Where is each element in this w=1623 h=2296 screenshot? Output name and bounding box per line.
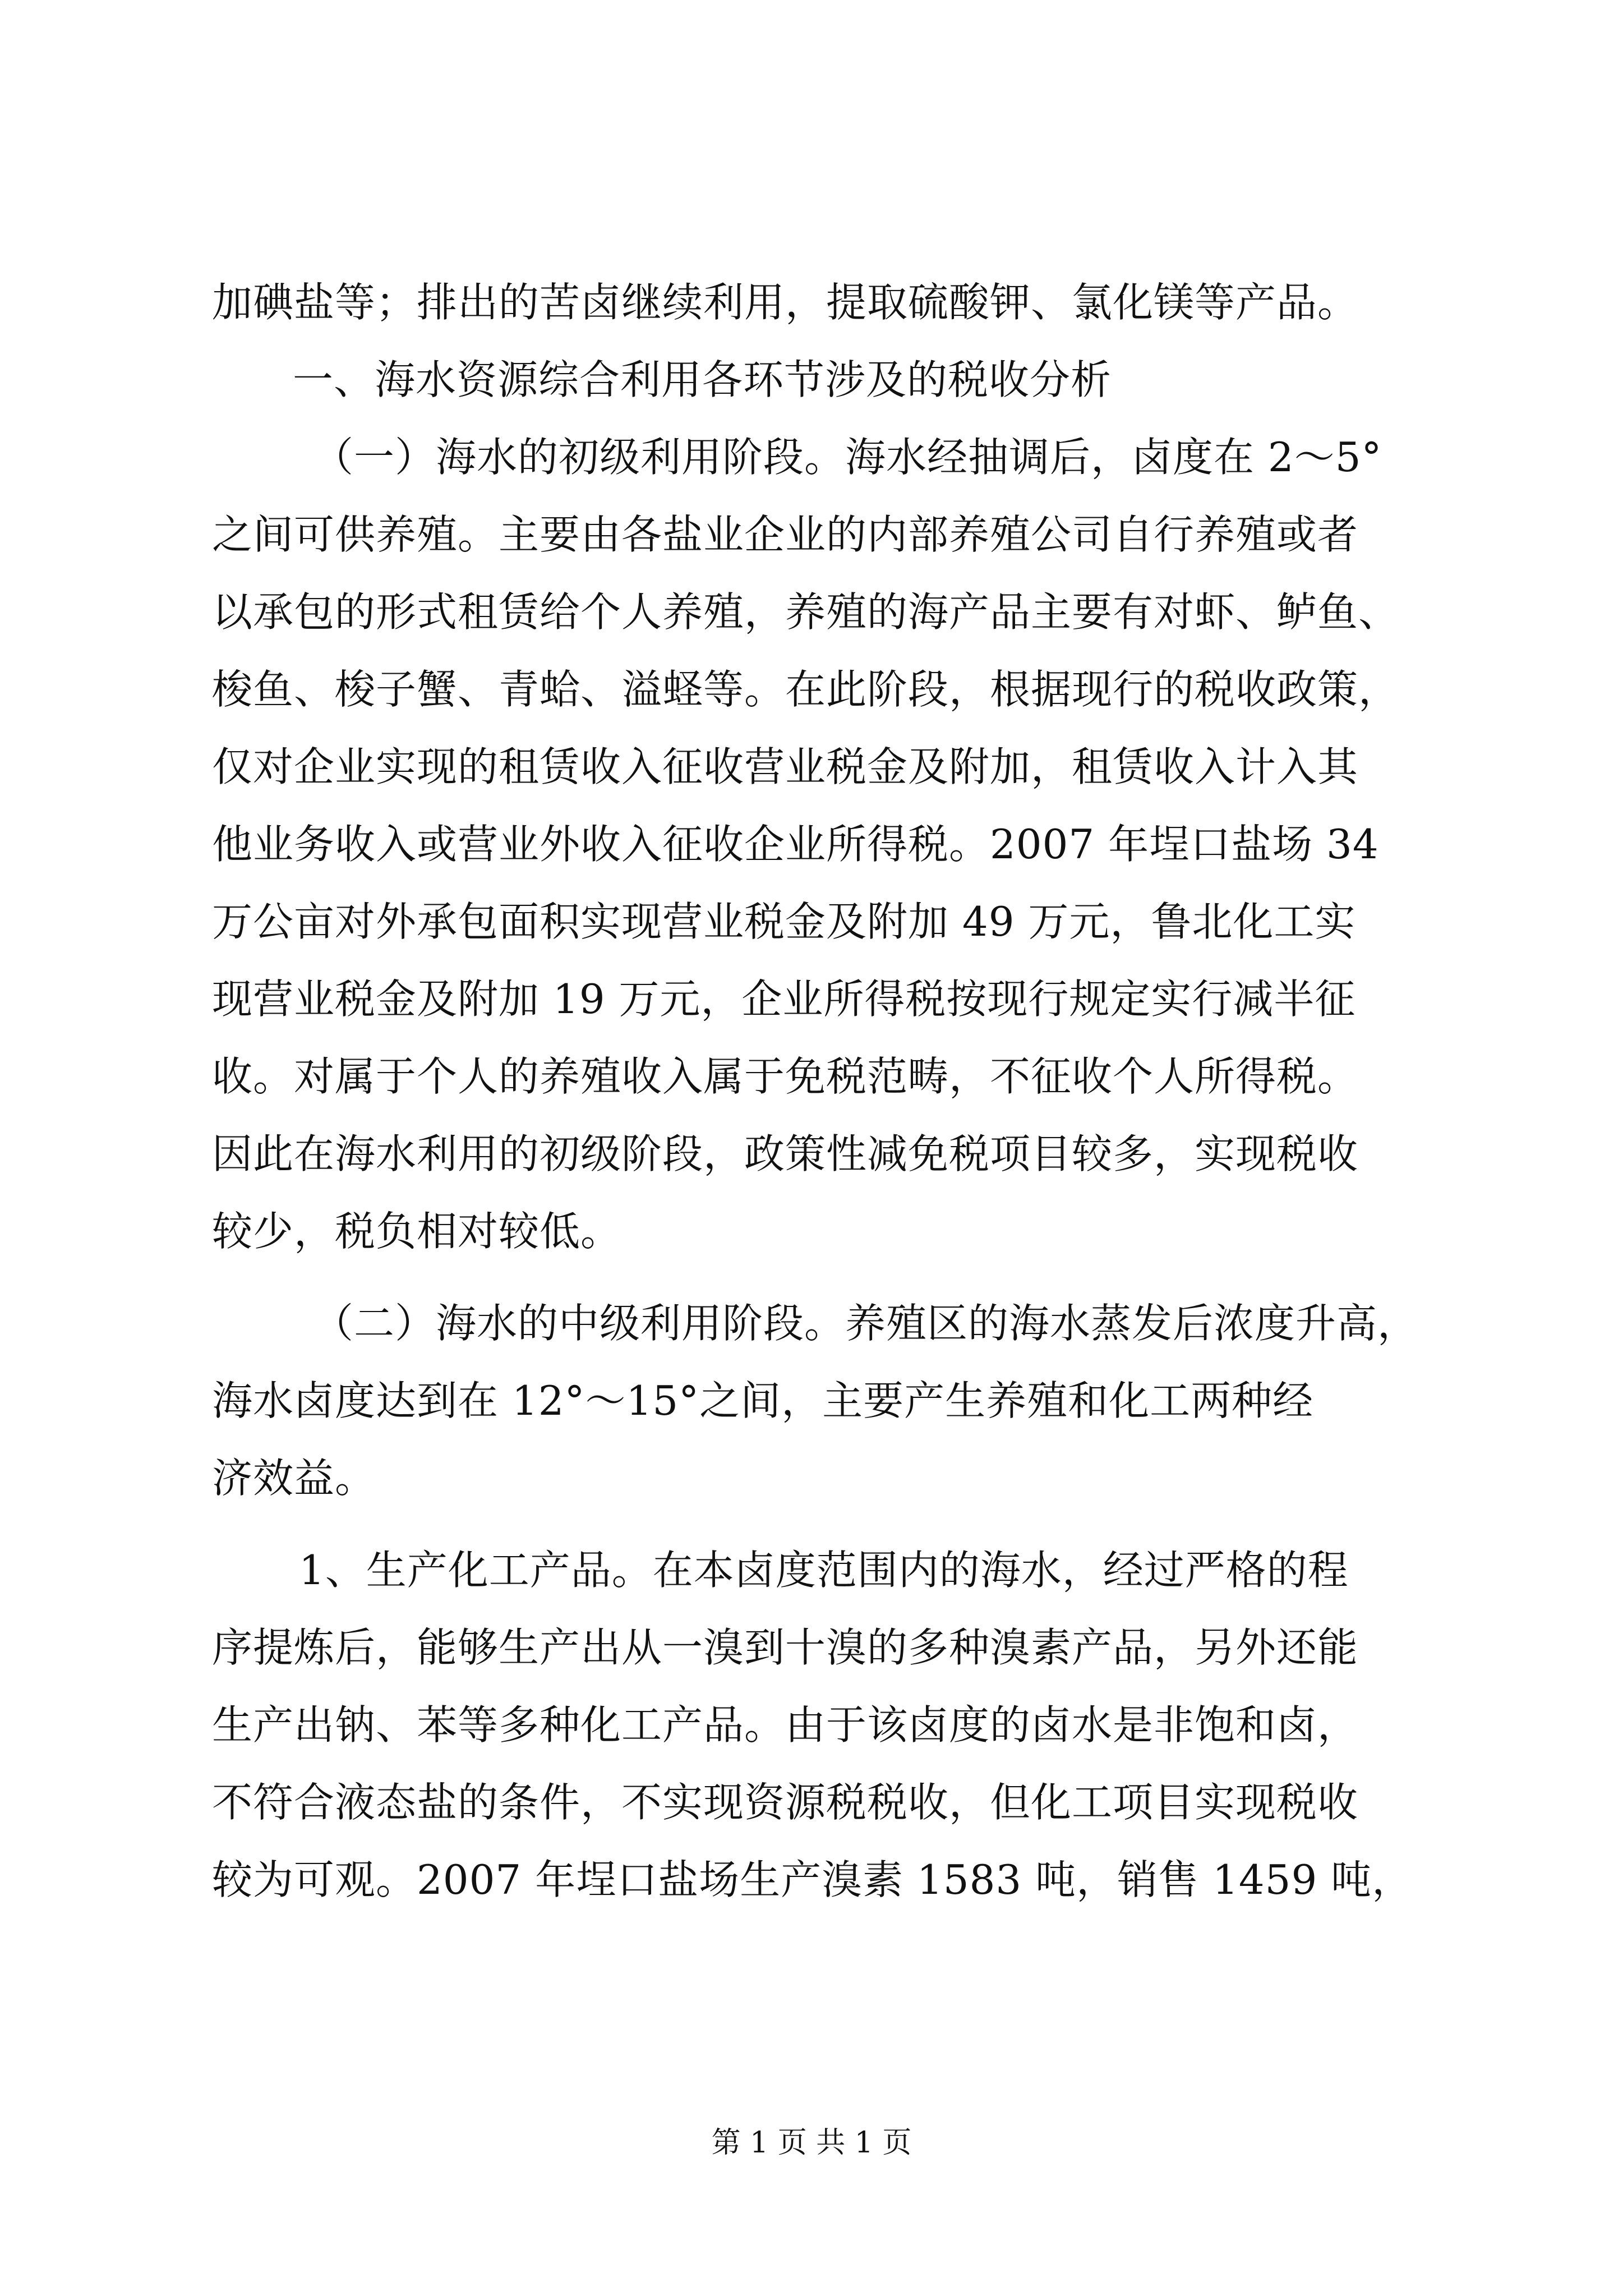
text-line: 他业务收入或营业外收入征收企业所得税。2007 年埕口盐场 34 <box>212 821 1379 868</box>
text-line: 1、生产化工产品。在本卤度范围内的海水，经过严格的程 <box>299 1547 1349 1594</box>
text-line: 济效益。 <box>212 1455 376 1502</box>
text-line: 加碘盐等；排出的苦卤继续利用，提取硫酸钾、氯化镁等产品。 <box>212 279 1359 326</box>
text-line: 因此在海水利用的初级阶段，政策性减免税项目较多，实现税收 <box>212 1130 1359 1177</box>
text-line: 现营业税金及附加 19 万元，企业所得税按现行规定实行减半征 <box>212 976 1356 1023</box>
text-line: 梭鱼、梭子蟹、青蛤、溢蛏等。在此阶段，根据现行的税收政策， <box>212 666 1400 713</box>
text-line: 收。对属于个人的养殖收入属于免税范畴，不征收个人所得税。 <box>212 1053 1359 1100</box>
section-heading: 一、海水资源综合利用各环节涉及的税收分析 <box>293 356 1112 403</box>
document-body <box>212 264 1423 1918</box>
text-line: 较少，税负相对较低。 <box>212 1208 622 1255</box>
text-line: 仅对企业实现的租赁收入征收营业税金及附加，租赁收入计入其 <box>212 743 1359 790</box>
text-line: 之间可供养殖。主要由各盐业企业的内部养殖公司自行养殖或者 <box>212 511 1359 558</box>
text-line: 不符合液态盐的条件，不实现资源税税收，但化工项目实现税收 <box>212 1779 1359 1826</box>
page-indicator: 第 1 页 共 1 页 <box>711 2126 912 2160</box>
text-line: 生产出钠、苯等多种化工产品。由于该卤度的卤水是非饱和卤， <box>212 1701 1359 1749</box>
page-footer <box>0 2126 1623 2160</box>
text-line: 海水卤度达到在 12°～15°之间，主要产生养殖和化工两种经 <box>212 1377 1314 1424</box>
text-line: 较为可观。2007 年埕口盐场生产溴素 1583 吨，销售 1459 吨， <box>212 1856 1413 1903</box>
text-line: （一）海水的初级利用阶段。海水经抽调后，卤度在 2～5° <box>313 434 1382 481</box>
text-line: （二）海水的中级利用阶段。养殖区的海水蒸发后浓度升高， <box>313 1300 1419 1347</box>
text-line: 序提炼后，能够生产出从一溴到十溴的多种溴素产品，另外还能 <box>212 1624 1359 1671</box>
text-line: 以承包的形式租赁给个人养殖，养殖的海产品主要有对虾、鲈鱼、 <box>212 588 1400 636</box>
text-line: 万公亩对外承包面积实现营业税金及附加 49 万元，鲁北化工实 <box>212 898 1356 945</box>
